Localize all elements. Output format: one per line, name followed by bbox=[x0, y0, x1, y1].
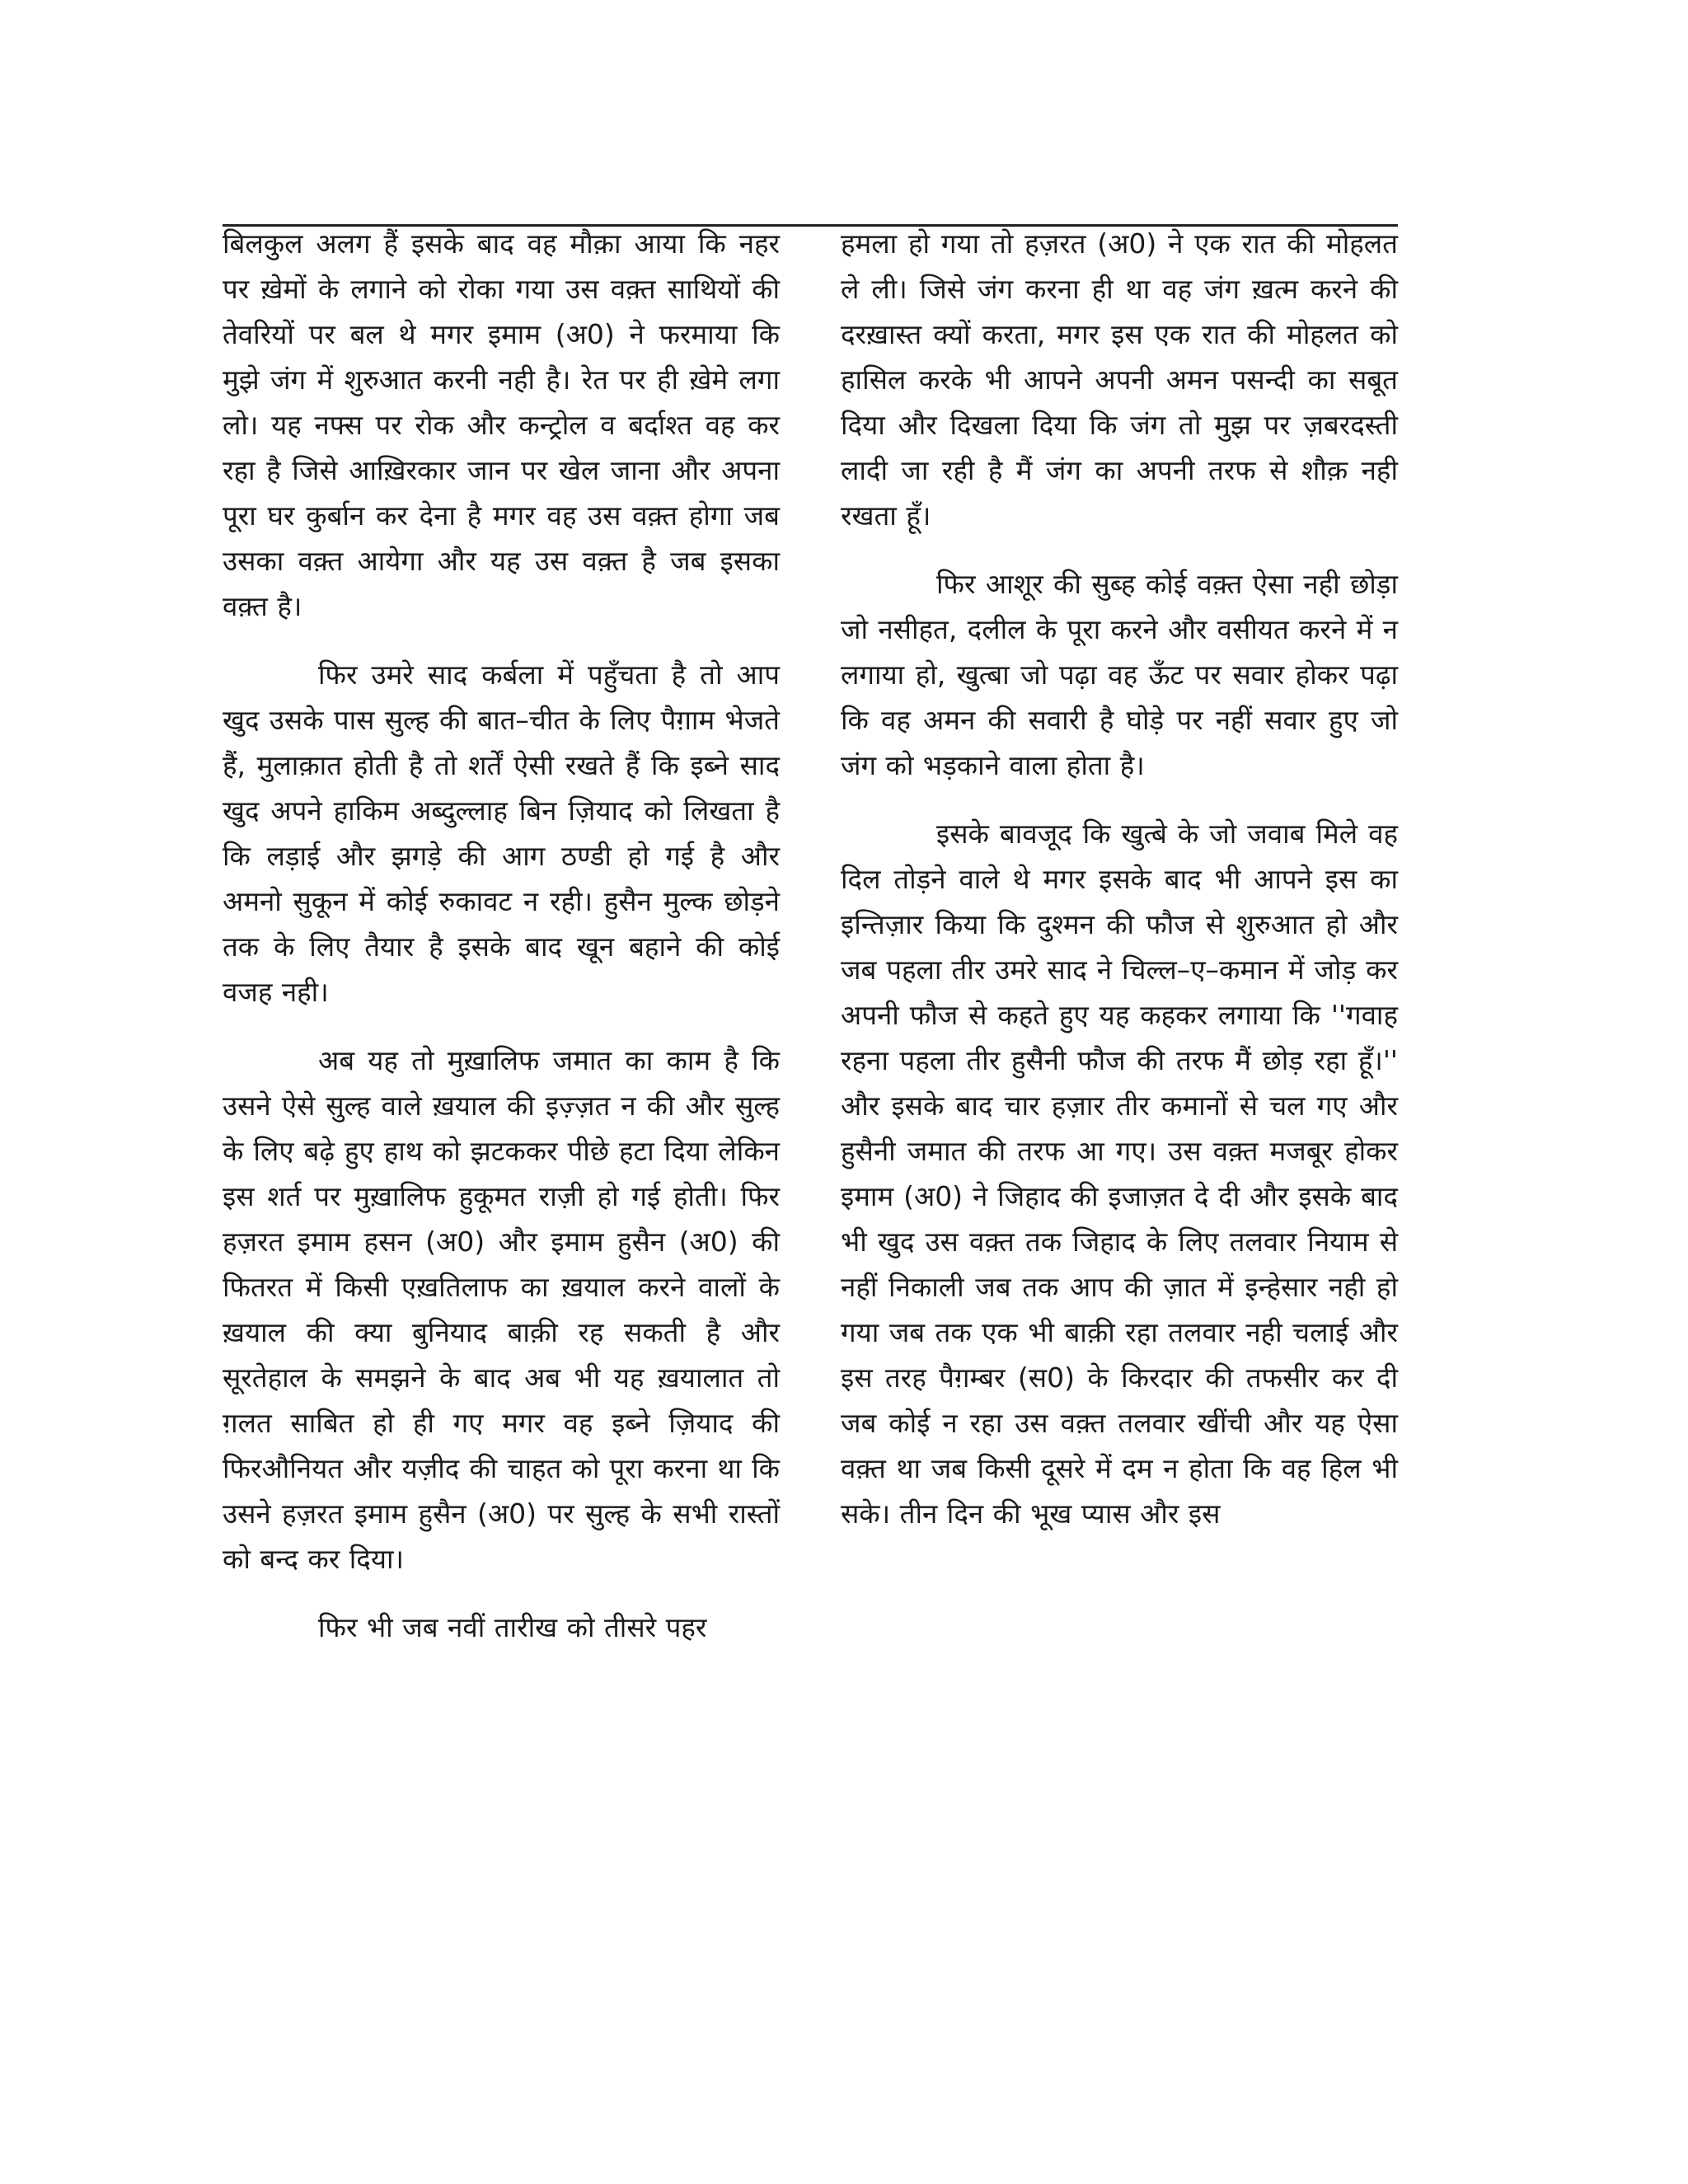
right-paragraph-3: इसके बावजूद कि खुत्बे के जो जवाब मिले वह दिल तोड़ने वाले थे मगर इसके बाद भी आपने इस का इन्तिज़ार किया कि दुश्मन की फौज से शुरुआत हो और जब पहला तीर उमरे साद ने चिल्ल–ए–कमान में जोड़ कर अपनी फौज से कहते हुए यह कहकर लगाया कि ''गवाह रहना पहला तीर हुसैनी फौज की तरफ मैं छोड़ रहा हूँ।'' और इसके बाद चार हज़ार तीर कमानों से चल गए और हुसैनी जमात की तरफ आ गए। उस वक़्त मजबूर होकर इमाम (अ0) ने जिहाद की इजाज़त दे दी और इसके बाद भी खुद उस वक़्त तक जिहाद के लिए तलवार नियाम से नहीं निकाली जब तक आप की ज़ात में इन्हेसार नही हो गया जब तक एक भी बाक़ी रहा तलवार नही चलाई और इस तरह पैग़म्बर (स0) के किरदार की तफसीर कर दी जब कोई न रहा उस वक़्त तलवार खींची और यह ऐसा वक़्त था जब किसी दूसरे में दम न होता कि वह हिल भी सके। तीन दिन की भूख प्यास और इस bbox=[841, 818, 1399, 1530]
right-column bbox=[841, 221, 1398, 1536]
left-paragraph-3: अब यह तो मुख़ालिफ जमात का काम है कि उसने ऐसे सुल्ह वाले ख़याल की इज़्ज़त न की और सुल्ह के लिए बढ़े हुए हाथ को झटककर पीछे हटा दिया लेकिन इस शर्त पर मुख़ालिफ हुकूमत राज़ी हो गई होती। फिर हज़रत इमाम हसन (अ0) और इमाम हुसैन (अ0) की फितरत में किसी एख़तिलाफ का ख़याल करने वालों के ख़याल की क्या बुनियाद बाक़ी रह सकती है और सूरतेहाल के समझने के बाद अब भी यह ख़यालात तो ग़लत साबित हो ही गए मगर वह इब्ने ज़ियाद की फिरऔनियत और यज़ीद की चाहत को पूरा करना था कि उसने हज़रत इमाम हुसैन (अ0) पर सुल्ह के सभी रास्तों को बन्द कर दिया। bbox=[223, 1044, 780, 1575]
left-paragraph-4: फिर भी जब नवीं तारीख को तीसरे पहर bbox=[318, 1611, 707, 1643]
right-paragraph-2: फिर आशूर की सुब्ह कोई वक़्त ऐसा नही छोड़ा जो नसीहत, दलील के पूरा करने और वसीयत करने में न लगाया हो, खुत्बा जो पढ़ा वह ऊँट पर सवार होकर पढ़ा कि वह अमन की सवारी है घोड़े पर नहीं सवार हुए जो जंग को भड़काने वाला होता है। bbox=[841, 568, 1398, 781]
left-paragraph-1: बिलकुल अलग हैं इसके बाद वह मौक़ा आया कि नहर पर खे़मों के लगाने को रोका गया उस वक़्त साथियों की तेवरियों पर बल थे मगर इमाम (अ0) ने फरमाया कि मुझे जंग में शुरुआत करनी नही है। रेत पर ही खे़मे लगा लो। यह नफ्स पर रोक और कन्ट्रोल व बर्दाश्त वह कर रहा है जिसे आख़िरकार जान पर खेल जाना और अपना पूरा घर कुर्बान कर देना है मगर वह उस वक़्त होगा जब उसका वक़्त आयेगा और यह उस वक़्त है जब इसका वक़्त है। bbox=[223, 227, 780, 622]
right-paragraph-1: हमला हो गया तो हज़रत (अ0) ने एक रात की मोहलत ले ली। जिसे जंग करना ही था वह जंग ख़त्म करने की दरख़ास्त क्यों करता, मगर इस एक रात की मोहलत को हासिल करके भी आपने अपनी अमन पसन्दी का सबूत दिया और दिखला दिया कि जंग तो मुझ पर ज़बरदस्ती लादी जा रही है मैं जंग का अपनी तरफ से शौक़ नही रखता हूँ। bbox=[841, 227, 1398, 532]
left-column bbox=[223, 221, 780, 1650]
left-paragraph-2: फिर उमरे साद कर्बला में पहुँचता है तो आप खुद उसके पास सुल्ह की बात–चीत के लिए पैग़ाम भेजते हैं, मुलाक़ात होती है तो शर्तें ऐसी रखते हैं कि इब्ने साद खुद अपने हाकिम अब्दुल्लाह बिन ज़ियाद को लिखता है कि लड़ाई और झगड़े की आग ठण्डी हो गई है और अमनो सुकून में कोई रुकावट न रही। हुसैन मुल्क छोड़ने तक के लिए तैयार है इसके बाद खून बहाने की कोई वजह नही। bbox=[223, 658, 780, 1008]
